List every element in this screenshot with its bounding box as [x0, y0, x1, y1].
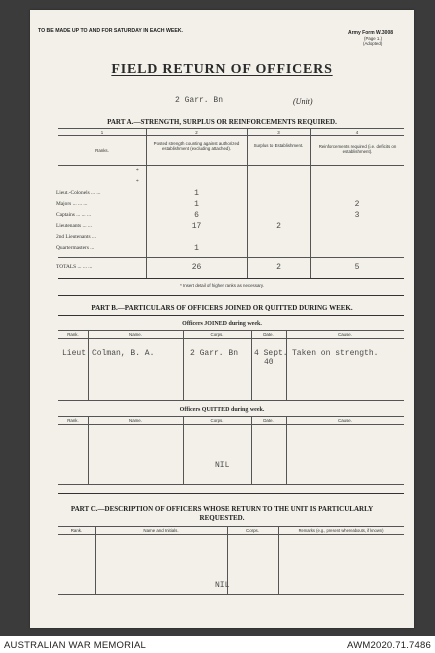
col-number-3: 3	[277, 130, 280, 135]
col-header-rank: Rank.	[67, 332, 79, 337]
col-header-rank: Rank.	[67, 418, 79, 423]
rank-label: Lieutenants ... ...	[56, 223, 92, 229]
col-header-name: Name.	[129, 418, 142, 423]
col-header-reinforcements: Reinforcements required (i.e. deficits on establishment).	[318, 144, 397, 155]
surplus-value: 2	[276, 222, 281, 231]
totals-posted: 26	[191, 263, 202, 272]
col-header-corps: Corps.	[210, 332, 224, 337]
col-header-date: Date.	[263, 332, 274, 337]
totals-label: TOTALS ... ... ...	[56, 264, 93, 270]
posted-value: 1	[194, 244, 199, 253]
joined-heading: Officers JOINED during week.	[182, 321, 262, 327]
form-note: (Adopted)	[363, 41, 383, 46]
quitted-nil: NIL	[215, 461, 230, 470]
posted-value: 17	[191, 222, 202, 231]
col-header-ranks: Ranks.	[95, 148, 109, 153]
archive-name: AUSTRALIAN WAR MEMORIAL	[4, 640, 147, 651]
col-header-posted: Posted strength counting against authorized establishment (excluding attached).	[153, 141, 240, 152]
rank-label: Captains ... ... ...	[56, 212, 92, 218]
col-header-name: Name.	[129, 332, 142, 337]
posted-value: 1	[194, 200, 199, 209]
archive-id: AWM2020.71.7486	[347, 640, 431, 651]
col-header-name-initials: Name and Initials.	[143, 528, 179, 533]
joined-corps: 2 Garr. Bn	[190, 349, 239, 358]
rank-label: *	[136, 168, 139, 174]
reinforcement-value: 2	[354, 200, 360, 209]
col-header-corps: Corps.	[246, 528, 259, 533]
rank-label: Majors ... ... ...	[56, 201, 88, 207]
unit-label: (Unit)	[293, 97, 313, 106]
section-divider	[58, 315, 404, 316]
col-header-remarks: Remarks (e.g., present whereabouts, if known)	[298, 528, 384, 533]
posted-value: 1	[194, 189, 199, 198]
section-divider	[58, 295, 404, 296]
form-page	[30, 10, 414, 628]
col-header-cause: Cause.	[338, 332, 352, 337]
section-divider	[58, 493, 404, 494]
col-header-rank: Rank.	[70, 528, 83, 533]
page-title: FIELD RETURN OF OFFICERS	[111, 62, 333, 77]
rank-label: *	[136, 179, 139, 185]
part-c-heading: PART C.—DESCRIPTION OF OFFICERS WHOSE RETURN TO THE UNIT IS PARTICULARLY	[70, 505, 374, 513]
col-number-1: 1	[100, 130, 104, 135]
form-page: (Page 1.)	[364, 36, 383, 41]
reinforcement-value: 3	[354, 211, 360, 220]
archive-footer	[0, 636, 435, 653]
col-number-2: 2	[195, 130, 198, 135]
posted-value: 6	[194, 211, 199, 220]
part-b-heading: PART B.—PARTICULARS OF OFFICERS JOINED OR QUITTED DURING WEEK.	[91, 304, 353, 312]
joined-date-year: 40	[264, 358, 274, 367]
rank-label: 2nd Lieutenants ...	[56, 234, 96, 240]
joined-cause: Taken on strength.	[292, 349, 379, 358]
part-c-heading-cont: REQUESTED.	[199, 514, 245, 522]
col-header-cause: Cause.	[338, 418, 352, 423]
part-c-nil: NIL	[215, 581, 230, 590]
rank-label: Lieut.-Colonels ... ...	[56, 190, 101, 196]
part-a-heading: PART A.—STRENGTH, SURPLUS OR REINFORCEMENTS REQUIRED.	[107, 118, 337, 126]
form-name: Army Form W.3008	[348, 30, 394, 36]
col-header-surplus: Surplus to Establishment.	[253, 143, 304, 148]
part-a-footnote: * Insert detail of higher ranks as necessary.	[180, 283, 264, 288]
quitted-heading: Officers QUITTED during week.	[179, 407, 265, 413]
rank-label: Quartermasters ...	[56, 245, 95, 251]
header-instruction: TO BE MADE UP TO AND FOR SATURDAY IN EACH WEEK.	[38, 28, 183, 34]
joined-name: Colman, B. A.	[92, 349, 155, 358]
unit-value: 2 Garr. Bn	[175, 96, 224, 105]
col-header-corps: Corps.	[210, 418, 224, 423]
totals-reinforcements: 5	[354, 263, 360, 272]
col-header-date: Date.	[263, 418, 274, 423]
totals-surplus: 2	[276, 263, 281, 272]
joined-date-day: 4 Sept.	[254, 349, 288, 358]
col-number-4: 4	[355, 130, 359, 135]
joined-rank: Lieut	[62, 349, 87, 358]
